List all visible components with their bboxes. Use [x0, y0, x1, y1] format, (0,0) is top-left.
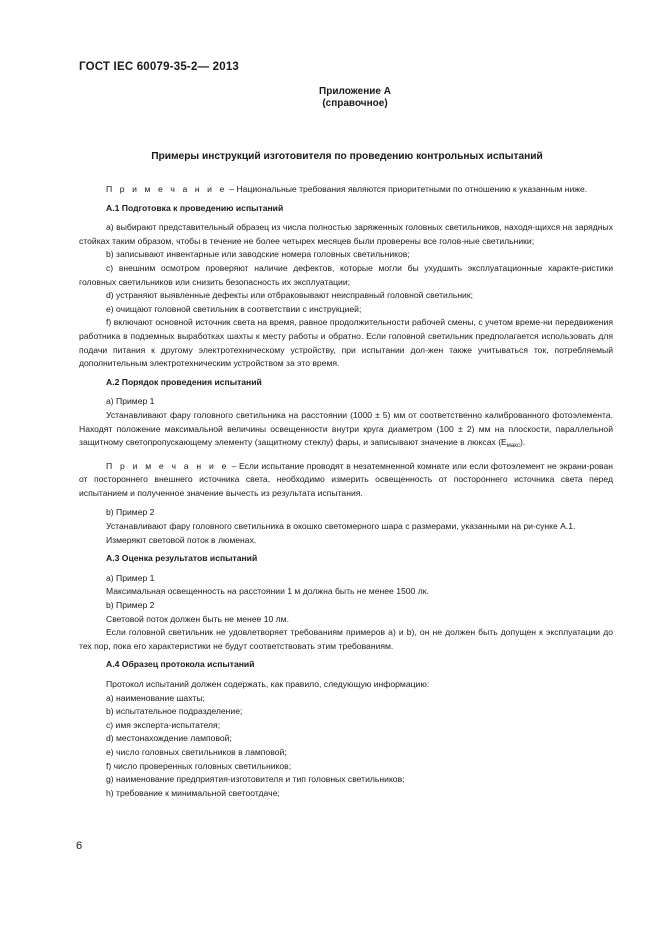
a4-item-d: d) местонахождение ламповой; — [106, 733, 232, 744]
annex-type: (справочное) — [322, 98, 388, 109]
a1-item-d: d) устраняют выявленные дефекты или отбраковывают неисправный головной светильник; — [106, 290, 474, 301]
a2-note-label: П р и м е ч а н и е — [106, 460, 229, 471]
a4-item-b: b) испытательное подразделение; — [106, 706, 243, 717]
a3-example2-label: b) Пример 2 — [106, 600, 155, 611]
a2-example1-body: Устанавливают фару головного светильника на расстоянии (1000 ± 5) мм от соответственно калиброванного фотоэлемента. Находят положение максимальной величины освещенности внутри круга диаметром (100 ± 2) мм на плоскости, параллельной защитному светопропускающему элементу (защитному стеклу) фары, и записывают значение в люксах (E — [79, 409, 613, 448]
a2-example1-end: ). — [519, 437, 526, 448]
a4-item-e: е) число головных светильников в ламповой; — [106, 746, 287, 757]
a4-item-h: h) требование к минимальной светоотдаче; — [106, 787, 280, 798]
a2-note-text: – Если испытание проводят в незатемненной комнате или если фотоэлемент не экрани-рован от постороннего внешнего источника света, необходимо измерить освещенность от постороннего источника света перед испытанием и полученное значение вычесть из результата испытания. — [79, 460, 613, 498]
a2-example2-label: b) Пример 2 — [106, 507, 155, 518]
note-label: П р и м е ч а н и е — [106, 184, 227, 194]
a4-item-a: а) наименование шахты; — [106, 692, 205, 703]
a2-note — [79, 460, 613, 501]
a1-item-f: f) включают основной источник света на время, равное продолжительности рабочей смены, с учетом време-ни передвижения работника в подземных выработках шахты к месту работы и обратно. Если головной светильник предполагается использовать для подачи питания к другому электротехническому устройству, при испытании дол-жен также учитываться ток, потребляемый дополнительным электротехническим устройством за это время. — [79, 317, 613, 369]
a4-item-c: с) имя эксперта-испытателя; — [106, 719, 221, 730]
annex-heading: Примеры инструкций изготовителя по проведению контрольных испытаний — [151, 151, 543, 162]
note-text: – Национальные требования являются приоритетными по отношению к указанным ниже. — [226, 184, 588, 194]
a3-example1-label: а) Пример 1 — [106, 572, 155, 583]
annex-title: Приложение А — [319, 86, 391, 97]
a2-example1-text — [79, 409, 613, 454]
a4-intro: Протокол испытаний должен содержать, как правило, следующую информацию: — [106, 679, 430, 689]
standard-header: ГОСТ IEC 60079-35-2— 2013 — [79, 61, 240, 73]
section-a2-heading: А.2 Порядок проведения испытаний — [106, 376, 262, 387]
section-a1-heading: А.1 Подготовка к проведению испытаний — [106, 202, 284, 213]
a2-example2-text: Устанавливают фару головного светильника в окошко светомерного шара с размерами, указанными на ри-сунке А.1. — [106, 521, 576, 532]
a4-item-g: g) наименование предприятия-изготовителя и тип головных светильников; — [106, 774, 405, 785]
a2-example1-label: а) Пример 1 — [106, 396, 155, 407]
note-national — [79, 183, 613, 197]
a1-item-c: с) внешним осмотром проверяют наличие дефектов, которые могли бы ухудшить эксплуатационные характе-ристики головных светильников или снизить безопасность их эксплуатации; — [79, 262, 613, 287]
section-a4-heading: А.4 Образец протокола испытаний — [106, 659, 255, 670]
page-number: 6 — [76, 840, 83, 852]
a2-example2-text2: Измеряют световой поток в люменах. — [106, 534, 257, 545]
a3-paragraph: Если головной светильник не удовлетворяет требованиям примеров а) и b), он не должен быть допущен к эксплуатации до тех пор, пока его характеристики не будут соответствовать этим требованиям. — [79, 627, 613, 651]
a1-item-e: е) очищают головной светильник в соответствии с инструкцией; — [106, 303, 362, 314]
document-body — [79, 183, 613, 800]
a1-item-b: b) записывают инвентарные или заводские номера головных светильников; — [106, 249, 410, 260]
emax-subscript: макс — [506, 443, 520, 450]
section-a3-heading: А.3 Оценка результатов испытаний — [106, 553, 258, 564]
a1-item-a: а) выбирают представительный образец из числа полностью заряженных головных светильников, находя-щихся на зарядных стойках таким образом, чтобы в течение не более четырех месяцев были проверены все голов-ные светильники; — [79, 222, 613, 246]
annex-label — [300, 86, 410, 110]
a4-item-f: f) число проверенных головных светильников; — [106, 760, 292, 771]
a3-example1-text: Максимальная освещенность на расстоянии 1 м должна быть не менее 1500 лк. — [106, 586, 429, 597]
a3-example2-text: Световой поток должен быть не менее 10 лм. — [106, 613, 289, 624]
